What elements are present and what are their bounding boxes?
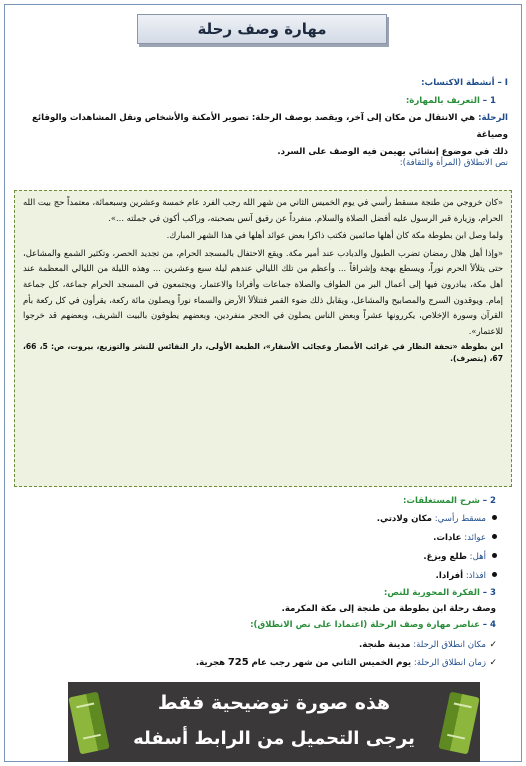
quote-source: ابن بطوطة «تحفة النظار في غرائب الأمصار وعجائب الأسفار»، الطبعة الأولى، دار النفائس للنشر والتوزيع، بيروت، ص: 5، 66، 67، (بتصرف).: [23, 342, 503, 364]
section-acquisition-heading: I – أنشطة الاكتساب:: [421, 78, 508, 88]
book-icon: [68, 692, 109, 755]
preview-banner: [68, 682, 480, 762]
intro-text-label: نص الانطلاق (المرأة والثقافة):: [399, 158, 508, 168]
list-item: ✓ زمان انطلاق الرحلة: يوم الخميس الثاني من شهر رجب عام 725 هجرية.: [14, 654, 498, 672]
main-idea-text: وصف رحلة ابن بطوطة من طنجة إلى مكة المكرمة.: [281, 604, 496, 614]
elements-list: [14, 636, 498, 672]
vocab-list: [14, 510, 498, 586]
banner-line-1: هذه صورة توضيحية فقط: [157, 692, 391, 714]
definition-heading: 1 – التعريف بالمهارة:: [405, 96, 496, 106]
book-icon: [438, 692, 479, 755]
list-item: أهل: طلع وبزغ.: [14, 548, 498, 567]
page-title: مهارة وصف رحلة: [137, 14, 387, 44]
source-text-box: [14, 190, 512, 487]
list-item: مسقط رأسي: مكان ولادتي.: [14, 510, 498, 529]
list-item: ✓ مكان انطلاق الرحلة: مدينة طنجة.: [14, 636, 498, 654]
elements-heading: 4 – عناصر مهارة وصف الرحلة (اعتمادا على نص الانطلاق):: [250, 620, 496, 630]
vocab-heading: 2 – شرح المستغلقات:: [402, 496, 496, 506]
quote-paragraph: ولما وصل ابن بطوطة مكة كان أهلها صائمين فكتب ذاكرا بعض عوائد أهلها في هذا الشهر المبارك.: [166, 230, 503, 241]
main-idea-heading: 3 – الفكرة المحورية للنص:: [383, 588, 496, 598]
banner-line-2: يرجى التحميل من الرابط أسفله: [133, 728, 415, 749]
quote-paragraph: «وإذا أهل هلال رمضان تضرب الطبول والدبادب عند أمير مكة. ويقع الاحتفال بالمسجد الحرام، من تجديد الحصر، وتكثير الشمع والمشاعل، حتى يتلألأ الحرم نوراً، ويسطع بهجة وإشراقاً ... وأعظم من تلك الليالي عندهم ليلة سبع وعشرين ... وهذه الليلة من الليالي المعظمة عند أهل مكة، يبادرون فيها إلى أعمال البر من الطواف والصلاة جماعات وأفرادا والاعتمار، ويجتمعون في المسجد الحرام جماعة، كل جماعة إمام. ويوقدون السرج والمصابيح والمشاعل، ويقابل ذلك ضوء القمر فتتلألأ الأرض والسماء نوراً ويصلون مائة ركعة، يقرأون في كل ركعة بأم القرآن وسورة الإخلاص، يكررونها عشراً وبعض الناس يصلون في الحجر منفردين، وبعضهم يطوفون بالبيت الشريف، وبعضهم قد خرجوا للاعتمار».: [23, 247, 503, 336]
definition-text: الرحلة: هي الانتقال من مكان إلى آخر، ويقصد بوصف الرحلة: تصوير الأمكنة والأشخاص ونقل المشاهدات والوقائع وصياغة ذلك في موضوع إنشائي يهيمن فيه الوصف على السرد.: [32, 113, 508, 157]
list-item: افذاذ: أفرادا.: [14, 567, 498, 586]
list-item: عوائد: عادات.: [14, 529, 498, 548]
quote-paragraph: «كان خروجي من طنجة مسقط رأسي في يوم الخميس الثاني من شهر الله رجب الفرد عام خمسة وعشرين وسبعمائة، معتمداً حج بيت الله الحرام، وزيارة قبر الرسول عليه أفضل الصلاة والسلام. منفرداً عن رفيق آنس بصحبته، وراكب أكون في جملته ...».: [23, 197, 503, 223]
